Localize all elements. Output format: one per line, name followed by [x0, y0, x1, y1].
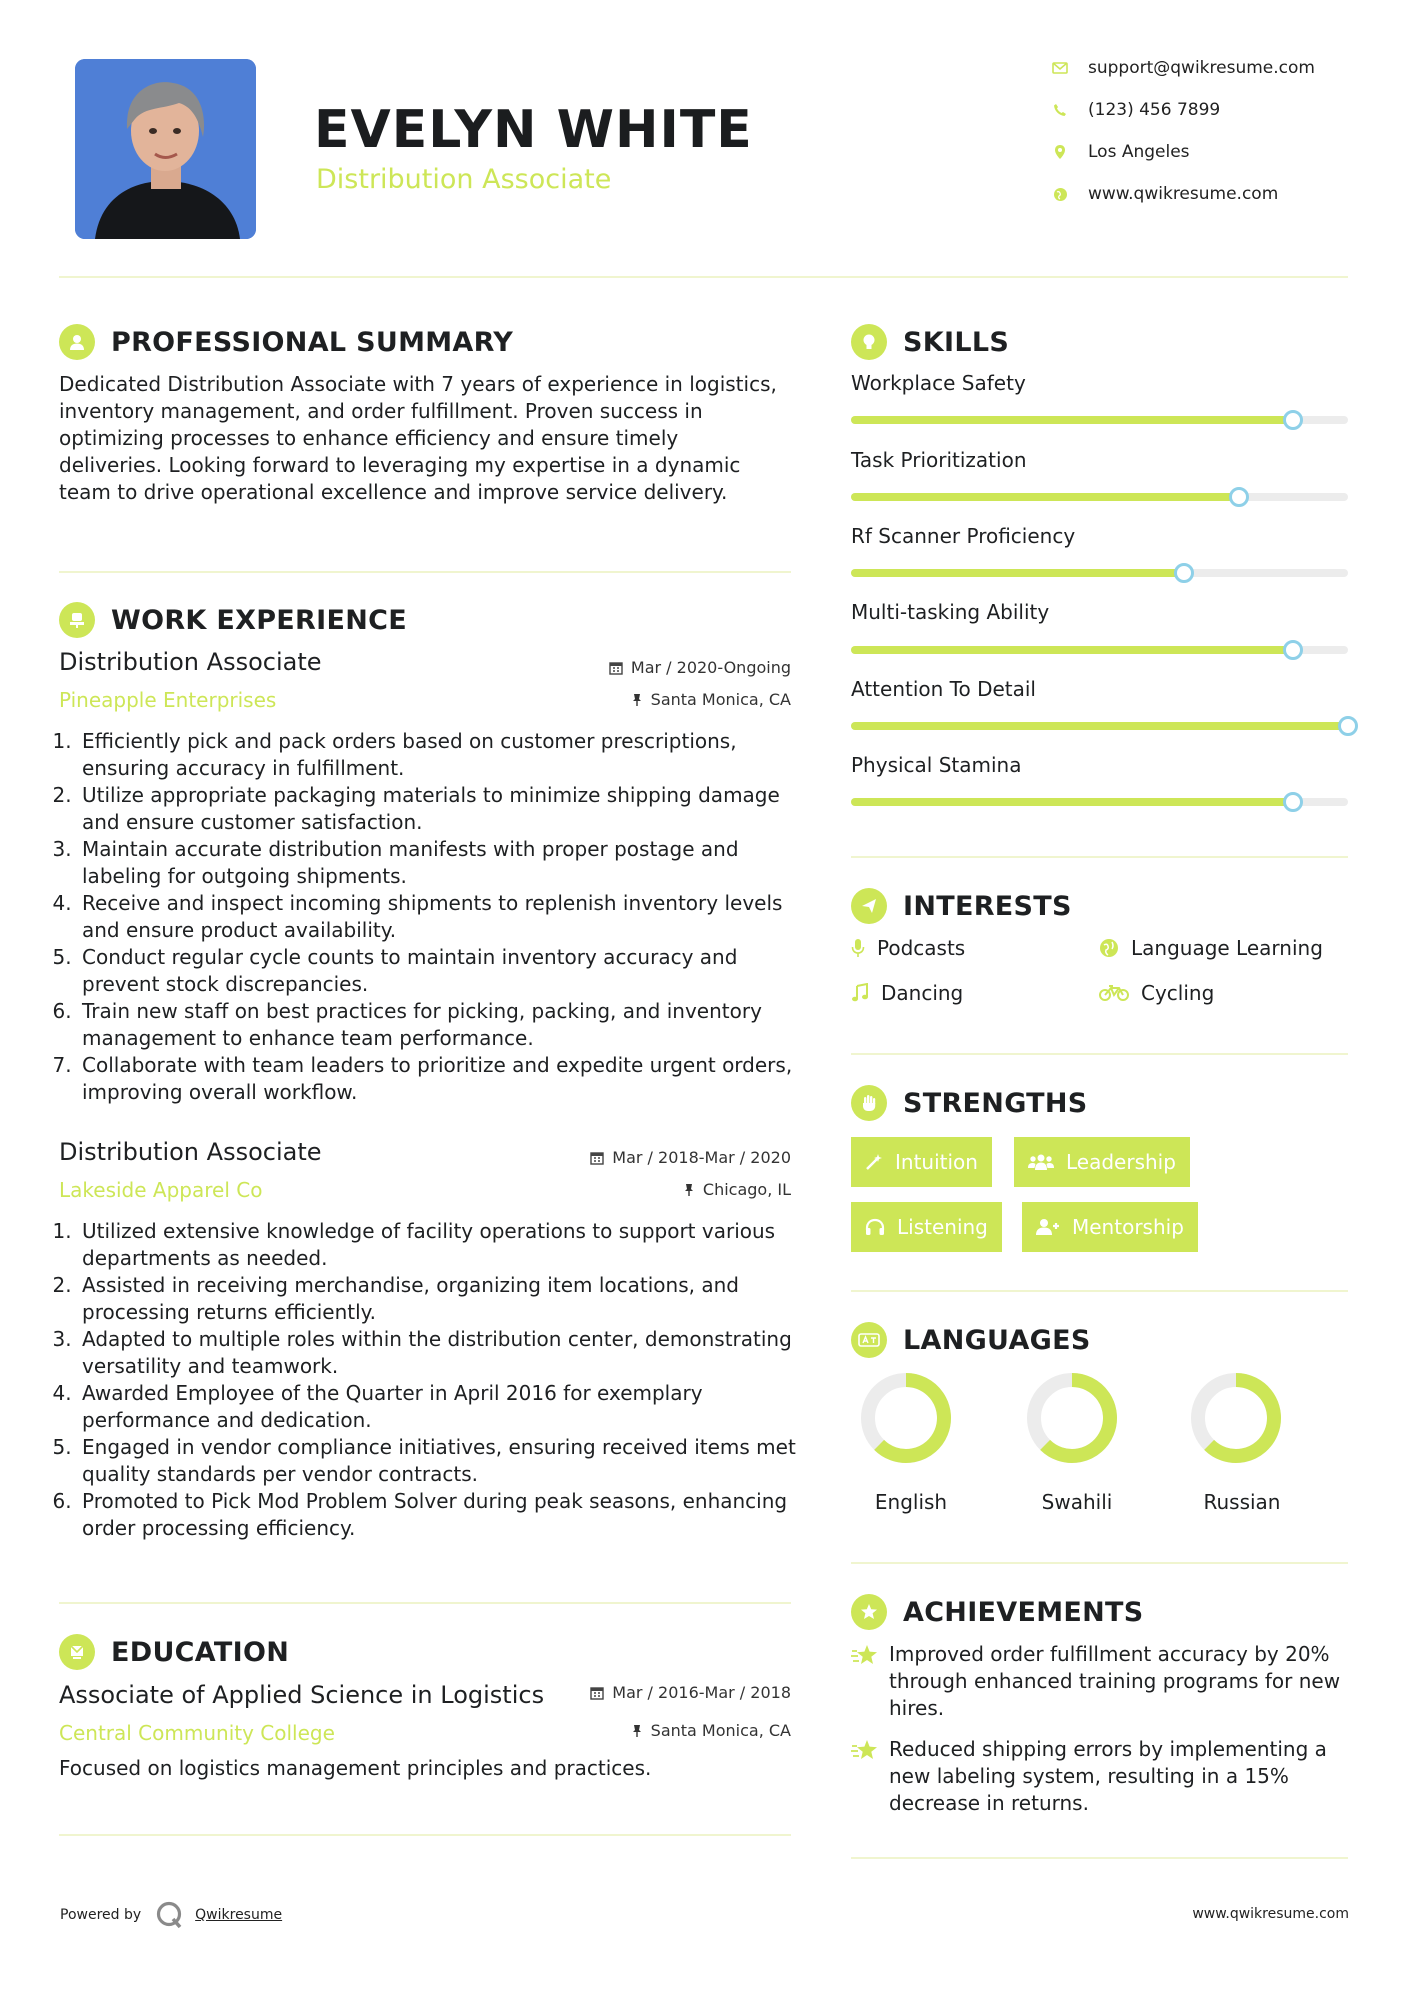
- footer-powered-by: [60, 1900, 282, 1930]
- skill-bar-fill: [851, 569, 1184, 577]
- star-icon: [851, 1641, 889, 1722]
- education-title: EDUCATION: [111, 1636, 290, 1668]
- globe-icon: [1050, 184, 1070, 204]
- achievement-item: [851, 1736, 1351, 1817]
- job-1-bullet: 3. Maintain accurate distribution manifests with proper postage and labeling for outgoing shipments.: [78, 836, 798, 890]
- job-2-location-text: Chicago, IL: [702, 1180, 791, 1199]
- phone-icon: [1050, 100, 1070, 120]
- job-2-date-text: Mar / 2018-Mar / 2020: [612, 1148, 791, 1167]
- job-2-bullet: 2. Assisted in receiving merchandise, organizing item locations, and processing returns efficiently.: [78, 1272, 798, 1326]
- achievements-title: ACHIEVEMENTS: [903, 1596, 1144, 1628]
- skill-bar: [851, 646, 1348, 654]
- job-2-bullets: [58, 1218, 798, 1542]
- job-1-title: Distribution Associate: [59, 648, 322, 676]
- skill-bar-knob: [1174, 563, 1194, 583]
- strength-chip: [1014, 1137, 1190, 1187]
- achievement-text: Improved order fulfillment accuracy by 20% through enhanced training programs for new hires.: [889, 1642, 1341, 1720]
- language-label: English: [874, 1490, 948, 1514]
- calendar-icon: [590, 1686, 604, 1700]
- job-2-bullet: 4. Awarded Employee of the Quarter in April 2016 for exemplary performance and dedication.: [78, 1380, 798, 1434]
- headphones-icon: [865, 1218, 885, 1236]
- languages-section-header: [851, 1322, 1091, 1358]
- contact-website[interactable]: [1050, 184, 1278, 204]
- skill-label: Attention To Detail: [851, 677, 1036, 701]
- education-date: [590, 1683, 791, 1702]
- interest-item: [1099, 936, 1323, 960]
- skill-bar-knob: [1229, 487, 1249, 507]
- skill-bar-fill: [851, 416, 1293, 424]
- job-2-location: [683, 1180, 791, 1199]
- strengths-divider: [851, 1290, 1348, 1292]
- education-school: Central Community College: [59, 1721, 335, 1745]
- job-2-bullet: 6. Promoted to Pick Mod Problem Solver during peak seasons, enhancing order processing efficiency.: [78, 1488, 798, 1542]
- skills-title: SKILLS: [903, 326, 1010, 358]
- language-label: Russian: [1203, 1490, 1281, 1514]
- calendar-icon: [590, 1151, 604, 1165]
- job-2-company: Lakeside Apparel Co: [59, 1178, 263, 1202]
- pushpin-icon: [631, 693, 643, 707]
- job-1-company: Pineapple Enterprises: [59, 688, 277, 712]
- job-1-bullet: 4. Receive and inspect incoming shipments to replenish inventory levels and ensure product availability.: [78, 890, 798, 944]
- summary-title: PROFESSIONAL SUMMARY: [111, 326, 514, 358]
- job-1-bullet: 2. Utilize appropriate packaging materials to minimize shipping damage and ensure customer satisfaction.: [78, 782, 798, 836]
- strength-chip: [851, 1137, 992, 1187]
- education-section-header: [59, 1634, 289, 1670]
- skill-label: Physical Stamina: [851, 753, 1022, 777]
- language-ring-swahili: [1026, 1372, 1118, 1464]
- contact-phone[interactable]: [1050, 100, 1220, 120]
- contact-location: [1050, 142, 1190, 162]
- job-2-bullet: 5. Engaged in vendor compliance initiatives, ensuring received items met quality standards per vendor contracts.: [78, 1434, 798, 1488]
- job-1-bullets: [58, 728, 798, 1106]
- header-divider: [59, 276, 1348, 278]
- job-1-bullet: 5. Conduct regular cycle counts to maintain inventory accuracy and prevent stock discrepancies.: [78, 944, 798, 998]
- contact-website-text: www.qwikresume.com: [1088, 184, 1279, 204]
- contact-location-text: Los Angeles: [1088, 142, 1190, 162]
- interest-label: Dancing: [881, 981, 964, 1005]
- user-icon: [59, 324, 95, 360]
- interest-label: Cycling: [1141, 981, 1215, 1005]
- candidate-name: EVELYN WHITE: [314, 100, 753, 160]
- education-location-text: Santa Monica, CA: [650, 1721, 791, 1740]
- education-date-text: Mar / 2016-Mar / 2018: [612, 1683, 791, 1702]
- strength-chip: [1022, 1202, 1198, 1252]
- contact-email-text: support@qwikresume.com: [1088, 58, 1315, 78]
- languages-divider: [851, 1562, 1348, 1564]
- achievement-item: [851, 1641, 1351, 1722]
- qwikresume-logo-icon: [155, 1900, 185, 1930]
- hand-icon: [851, 1085, 887, 1121]
- skill-label: Task Prioritization: [851, 448, 1027, 472]
- skill-bar-fill: [851, 798, 1293, 806]
- skill-label: Rf Scanner Proficiency: [851, 524, 1076, 548]
- job-1-bullet: 7. Collaborate with team leaders to prioritize and expedite urgent orders, improving overall workflow.: [78, 1052, 798, 1106]
- job-2-title: Distribution Associate: [59, 1138, 322, 1166]
- strength-label: Leadership: [1066, 1150, 1176, 1174]
- profile-photo: [75, 59, 256, 239]
- contact-phone-text: (123) 456 7899: [1088, 100, 1221, 120]
- education-divider: [59, 1834, 791, 1836]
- lightbulb-icon: [851, 324, 887, 360]
- interest-label: Podcasts: [877, 936, 966, 960]
- skill-bar: [851, 493, 1348, 501]
- job-2-bullet: 1. Utilized extensive knowledge of facility operations to support various departments as needed.: [78, 1218, 798, 1272]
- language-ring-russian: [1190, 1372, 1282, 1464]
- job-1-bullet: 6. Train new staff on best practices for picking, packing, and inventory management to enhance team performance.: [78, 998, 798, 1052]
- skill-bar-fill: [851, 493, 1239, 501]
- music-note-icon: [851, 983, 869, 1003]
- strength-chip: [851, 1202, 1002, 1252]
- graduation-icon: [59, 1634, 95, 1670]
- strength-label: Listening: [897, 1215, 988, 1239]
- skill-bar: [851, 569, 1348, 577]
- trophy-icon: [851, 1594, 887, 1630]
- experience-divider: [59, 1602, 791, 1604]
- skill-bar: [851, 416, 1348, 424]
- skill-label: Multi-tasking Ability: [851, 600, 1050, 624]
- education-degree: Associate of Applied Science in Logistics: [59, 1681, 545, 1709]
- qwikresume-link[interactable]: Qwikresume: [195, 1907, 283, 1923]
- contact-email[interactable]: [1050, 58, 1315, 78]
- language-icon: [851, 1322, 887, 1358]
- skill-bar-knob: [1283, 410, 1303, 430]
- strength-label: Intuition: [895, 1150, 978, 1174]
- skill-bar: [851, 722, 1348, 730]
- skill-bar-knob: [1283, 640, 1303, 660]
- summary-text: Dedicated Distribution Associate with 7 years of experience in logistics, inventory management, and order fulfillment. Proven success in optimizing processes to enhance efficiency and ensure timely deliveries. Looking forward to leveraging my expertise in a dynamic team to drive operational excellence and improve service delivery.: [59, 372, 777, 504]
- interest-item: [1099, 981, 1214, 1005]
- summary-divider: [59, 571, 791, 573]
- footer-site[interactable]: www.qwikresume.com: [1192, 1906, 1349, 1922]
- user-plus-icon: [1036, 1218, 1060, 1236]
- interests-divider: [851, 1053, 1348, 1055]
- pushpin-icon: [683, 1183, 695, 1197]
- skill-bar-knob: [1283, 792, 1303, 812]
- achievements-section-header: [851, 1594, 1144, 1630]
- briefcase-icon: [59, 602, 95, 638]
- job-1-bullet: 1. Efficiently pick and pack orders based on customer prescriptions, ensuring accuracy in fulfillment.: [78, 728, 798, 782]
- interests-section-header: [851, 888, 1072, 924]
- skills-divider: [851, 856, 1348, 858]
- summary-section-header: [59, 324, 513, 360]
- bicycle-icon: [1099, 984, 1129, 1002]
- users-icon: [1028, 1153, 1054, 1171]
- job-1-date: [609, 658, 791, 677]
- achievement-text: Reduced shipping errors by implementing a new labeling system, resulting in a 15% decrease in returns.: [889, 1737, 1327, 1815]
- paper-plane-icon: [851, 888, 887, 924]
- interest-item: [851, 936, 965, 960]
- job-1-date-text: Mar / 2020-Ongoing: [630, 658, 791, 677]
- microphone-icon: [851, 938, 865, 958]
- skill-bar: [851, 798, 1348, 806]
- languages-title: LANGUAGES: [903, 1324, 1091, 1356]
- powered-by-text: Powered by: [60, 1907, 142, 1923]
- globe-icon: [1099, 938, 1119, 958]
- language-label: Swahili: [1041, 1490, 1113, 1514]
- skill-bar-fill: [851, 646, 1293, 654]
- interest-item: [851, 981, 963, 1005]
- magic-wand-icon: [865, 1153, 883, 1171]
- education-location: [631, 1721, 791, 1740]
- envelope-icon: [1050, 58, 1070, 78]
- education-description: Focused on logistics management principles and practices.: [59, 1756, 652, 1780]
- calendar-icon: [609, 661, 623, 675]
- skill-label: Workplace Safety: [851, 371, 1026, 395]
- star-icon: [851, 1736, 889, 1817]
- language-ring-english: [860, 1372, 952, 1464]
- achievements-divider: [851, 1857, 1348, 1859]
- skills-section-header: [851, 324, 1009, 360]
- experience-title: WORK EXPERIENCE: [111, 604, 407, 636]
- job-2-bullet: 3. Adapted to multiple roles within the distribution center, demonstrating versatility and teamwork.: [78, 1326, 798, 1380]
- candidate-role: Distribution Associate: [316, 164, 612, 195]
- skill-bar-fill: [851, 722, 1348, 730]
- experience-section-header: [59, 602, 407, 638]
- interests-title: INTERESTS: [903, 890, 1072, 922]
- interest-label: Language Learning: [1131, 936, 1323, 960]
- map-pin-icon: [1050, 142, 1070, 162]
- job-1-location: [631, 690, 791, 709]
- strengths-section-header: [851, 1085, 1088, 1121]
- strengths-title: STRENGTHS: [903, 1087, 1088, 1119]
- skill-bar-knob: [1338, 716, 1358, 736]
- job-1-location-text: Santa Monica, CA: [650, 690, 791, 709]
- strength-label: Mentorship: [1072, 1215, 1184, 1239]
- pushpin-icon: [631, 1724, 643, 1738]
- job-2-date: [590, 1148, 791, 1167]
